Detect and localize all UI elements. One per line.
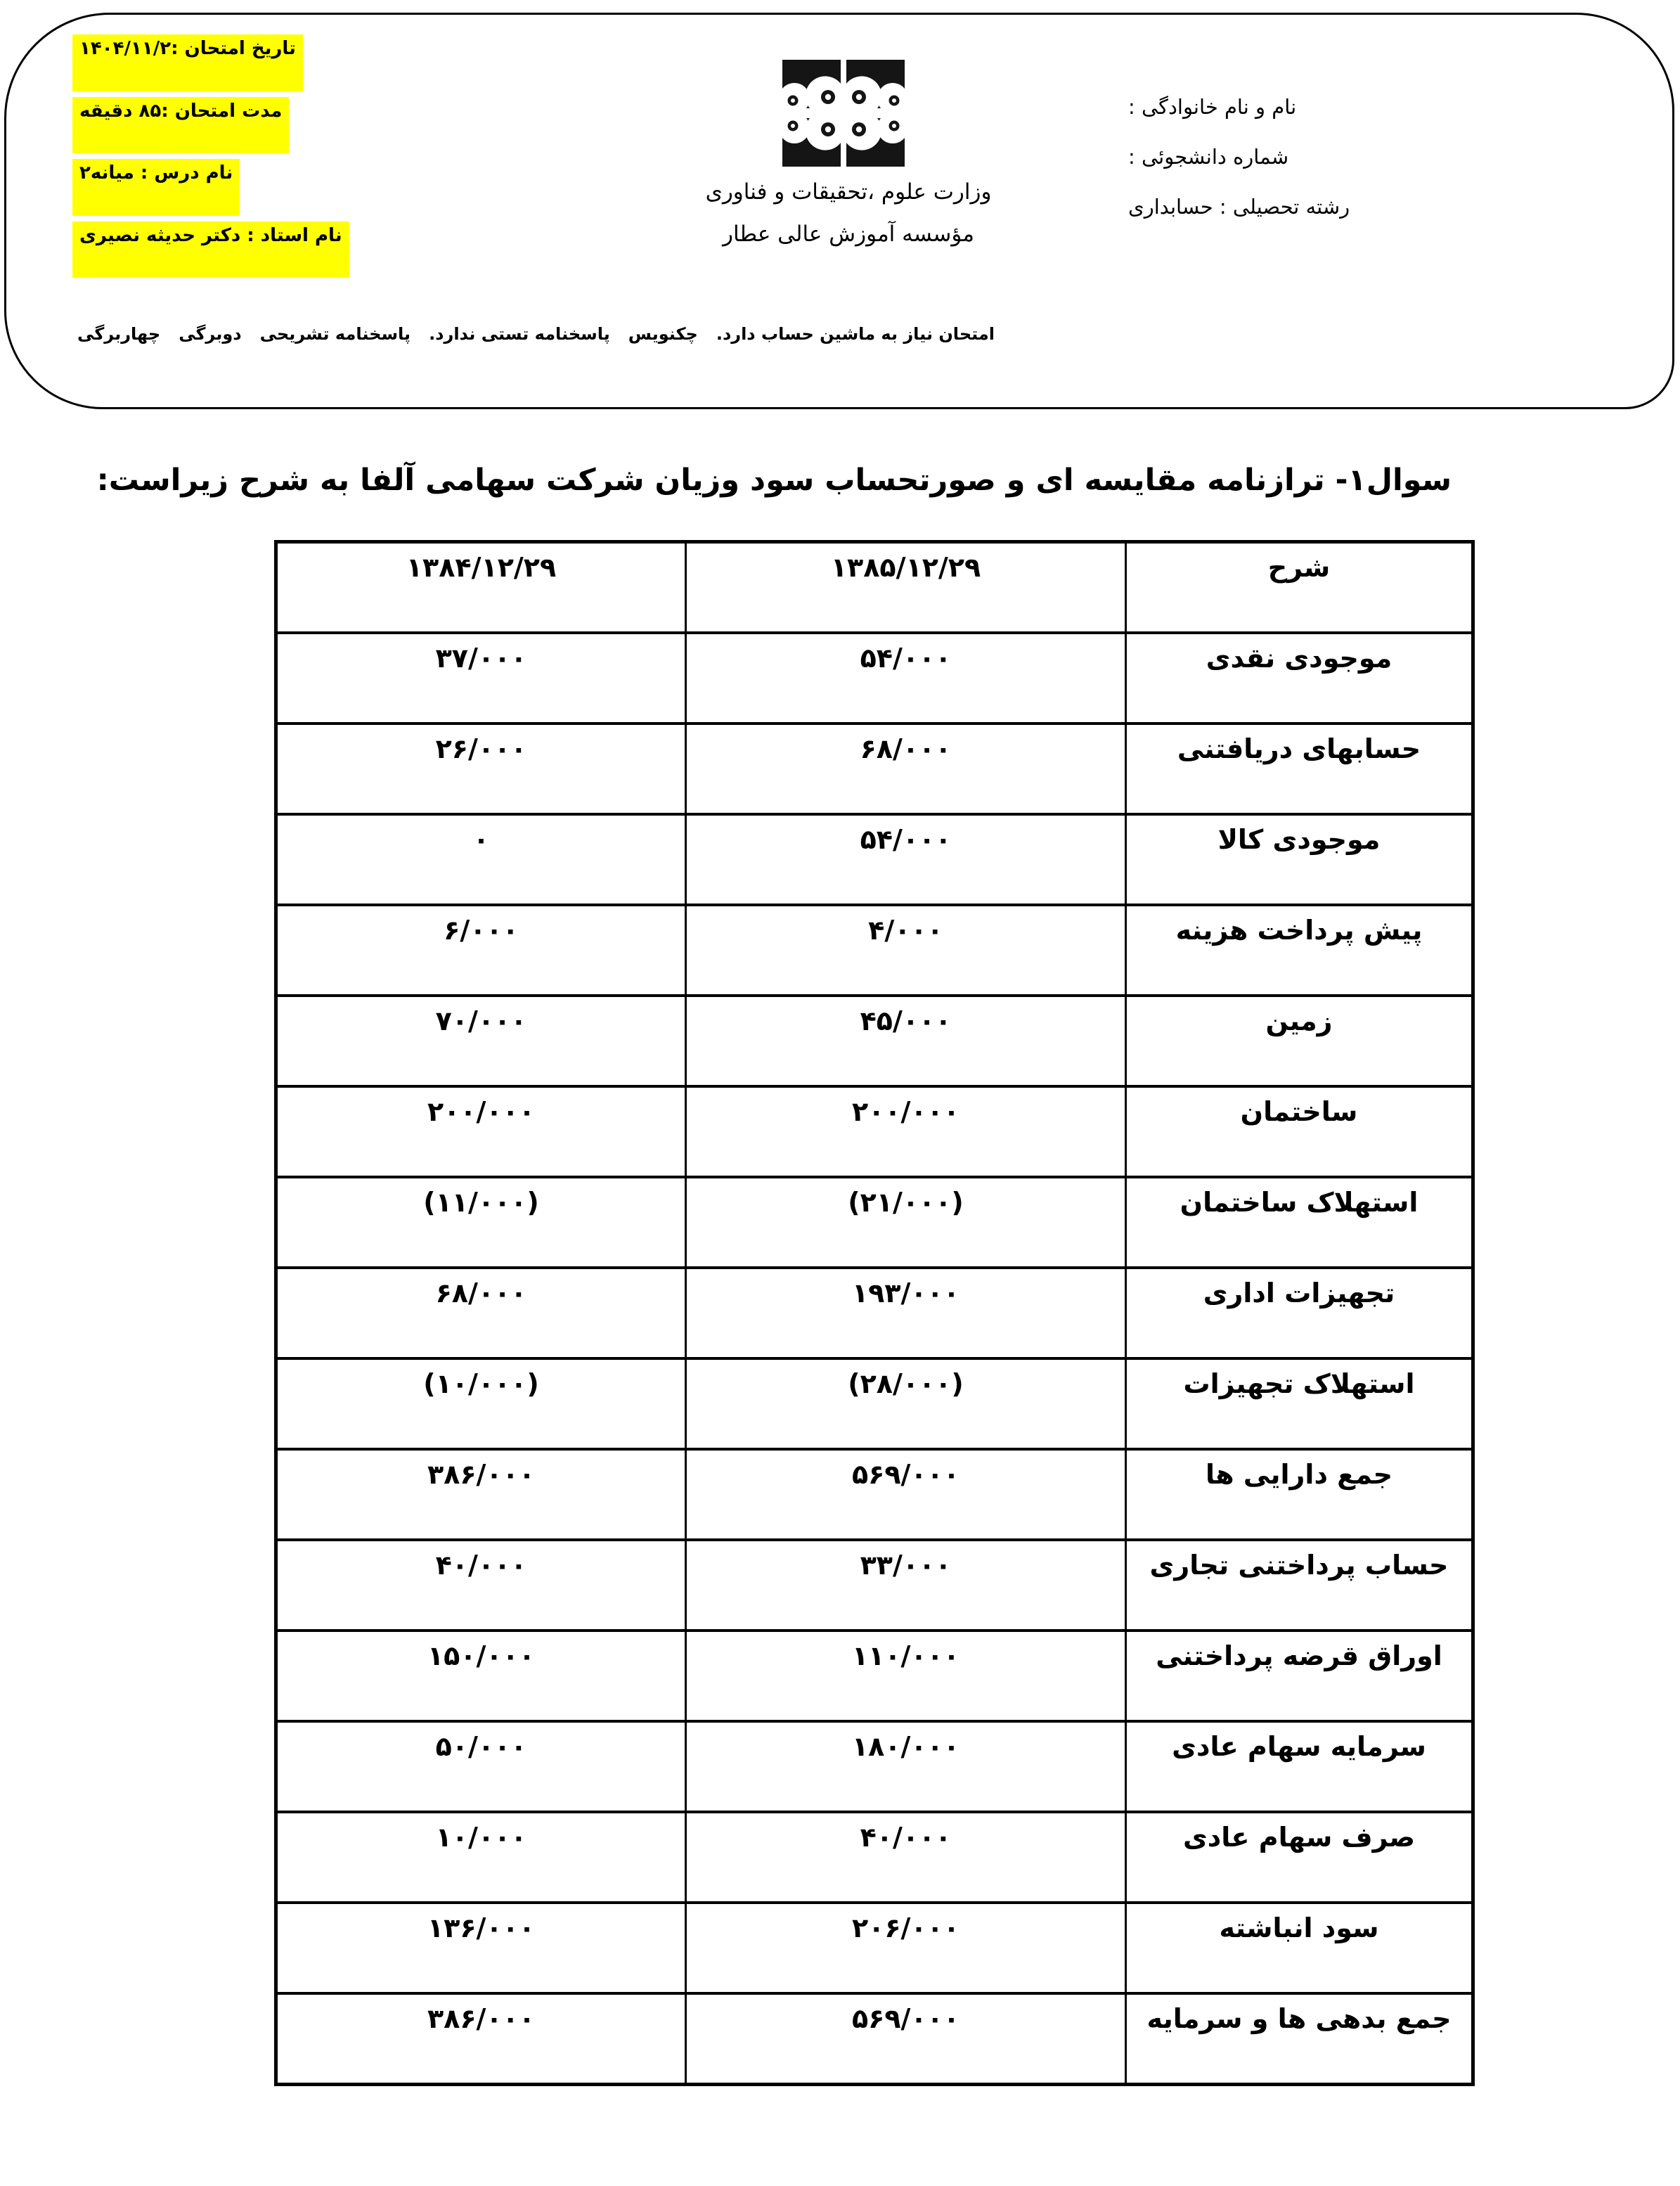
table-row bbox=[276, 1903, 1473, 1993]
row-desc-cell: استهلاک تجهیزات bbox=[1126, 1358, 1473, 1449]
instruction-four-pages: چهاربرگی bbox=[77, 324, 161, 344]
row-desc-cell: صرف سهام عادی bbox=[1126, 1812, 1473, 1903]
table-row bbox=[276, 905, 1473, 996]
row-1385-cell: ۴۰/۰۰۰ bbox=[686, 1812, 1126, 1903]
table-row bbox=[276, 1177, 1473, 1268]
row-1385-cell: ۱۱۰/۰۰۰ bbox=[686, 1631, 1126, 1721]
ministry-title: وزارت علوم ،تحقیقات و فناوری bbox=[705, 179, 992, 205]
row-1384-cell: ۴۰/۰۰۰ bbox=[276, 1540, 686, 1631]
table-row bbox=[276, 1812, 1473, 1903]
row-1384-cell: ۰ bbox=[276, 814, 686, 905]
instruction-no-test-sheet: پاسخنامه تستی ندارد. bbox=[429, 324, 610, 344]
row-1385-cell: ۵۴/۰۰۰ bbox=[686, 814, 1126, 905]
row-1384-cell: ۳۸۶/۰۰۰ bbox=[276, 1449, 686, 1540]
instructor-name-line: نام استاد : دکتر حدیثه نصیری bbox=[72, 221, 349, 278]
course-name-line: نام درس : میانه۲ bbox=[72, 159, 240, 216]
exam-date-line: تاریخ امتحان :۱۴۰۴/۱۱/۲ bbox=[72, 34, 303, 91]
exam-instructions-row bbox=[77, 324, 995, 344]
row-desc-cell: ساختمان bbox=[1126, 1086, 1473, 1177]
row-desc-cell: حساب پرداختنی تجاری bbox=[1126, 1540, 1473, 1631]
table-row bbox=[276, 1631, 1473, 1721]
row-1384-cell: ۱۵۰/۰۰۰ bbox=[276, 1631, 686, 1721]
row-1384-cell: ۳۸۶/۰۰۰ bbox=[276, 1993, 686, 2085]
student-id-label: شماره دانشجوئی : bbox=[1128, 145, 1289, 169]
row-1385-cell: (۲۱/۰۰۰) bbox=[686, 1177, 1126, 1268]
table-row bbox=[276, 996, 1473, 1086]
row-1384-cell: (۱۰/۰۰۰) bbox=[276, 1358, 686, 1449]
institute-title: مؤسسه آموزش عالی عطار bbox=[722, 221, 975, 247]
row-1385-cell: ۳۳/۰۰۰ bbox=[686, 1540, 1126, 1631]
table-row bbox=[276, 1358, 1473, 1449]
row-1384-cell: ۲۰۰/۰۰۰ bbox=[276, 1086, 686, 1177]
row-desc-cell: پیش پرداخت هزینه bbox=[1126, 905, 1473, 996]
table-header-row bbox=[276, 542, 1473, 634]
row-desc-cell: اوراق قرضه پرداختنی bbox=[1126, 1631, 1473, 1721]
row-1384-cell: ۳۷/۰۰۰ bbox=[276, 633, 686, 724]
exam-meta-block bbox=[72, 34, 349, 283]
row-1385-cell: ۱۸۰/۰۰۰ bbox=[686, 1721, 1126, 1812]
row-1385-cell: ۵۴/۰۰۰ bbox=[686, 633, 1126, 724]
row-desc-cell: استهلاک ساختمان bbox=[1126, 1177, 1473, 1268]
instruction-calculator: امتحان نیاز به ماشین حساب دارد. bbox=[716, 324, 995, 344]
row-1385-cell: ۴/۰۰۰ bbox=[686, 905, 1126, 996]
question-title: سوال۱- ترازنامه مقایسه ای و صورتحساب سود وزیان شرکت سهامی آلفا به شرح زیراست: bbox=[96, 463, 1452, 498]
row-1385-cell: ۱۹۳/۰۰۰ bbox=[686, 1268, 1126, 1358]
row-desc-cell: حسابهای دریافتنی bbox=[1126, 724, 1473, 814]
table-row bbox=[276, 814, 1473, 905]
table-row bbox=[276, 1721, 1473, 1812]
row-1384-cell: ۱۰/۰۰۰ bbox=[276, 1812, 686, 1903]
balance-sheet-body bbox=[276, 633, 1473, 2085]
row-desc-cell: موجودی نقدی bbox=[1126, 633, 1473, 724]
student-major-label: رشته تحصیلی : حسابداری bbox=[1128, 195, 1350, 219]
balance-sheet-table bbox=[274, 540, 1475, 2086]
column-header-1385: ۱۳۸۵/۱۲/۲۹ bbox=[686, 542, 1126, 634]
row-desc-cell: سود انباشته bbox=[1126, 1903, 1473, 1993]
row-1385-cell: ۴۵/۰۰۰ bbox=[686, 996, 1126, 1086]
row-desc-cell: جمع بدهی ها و سرمایه bbox=[1126, 1993, 1473, 2085]
row-desc-cell: جمع دارایی ها bbox=[1126, 1449, 1473, 1540]
table-row bbox=[276, 1540, 1473, 1631]
row-1385-cell: ۲۰۶/۰۰۰ bbox=[686, 1903, 1126, 1993]
row-desc-cell: موجودی کالا bbox=[1126, 814, 1473, 905]
row-1385-cell: (۲۸/۰۰۰) bbox=[686, 1358, 1126, 1449]
column-header-desc: شرح bbox=[1126, 542, 1473, 634]
row-desc-cell: زمین bbox=[1126, 996, 1473, 1086]
row-1385-cell: ۲۰۰/۰۰۰ bbox=[686, 1086, 1126, 1177]
row-1384-cell: ۵۰/۰۰۰ bbox=[276, 1721, 686, 1812]
row-1384-cell: (۱۱/۰۰۰) bbox=[276, 1177, 686, 1268]
table-row bbox=[276, 1086, 1473, 1177]
row-1385-cell: ۵۶۹/۰۰۰ bbox=[686, 1993, 1126, 2085]
row-1384-cell: ۲۶/۰۰۰ bbox=[276, 724, 686, 814]
exam-duration-line: مدت امتحان :۸۵ دقیقه bbox=[72, 97, 289, 154]
instruction-two-pages: دوبرگی bbox=[179, 324, 242, 344]
instruction-scratch-paper: چکنویس bbox=[628, 324, 698, 344]
exam-header-box bbox=[4, 13, 1674, 409]
row-1385-cell: ۵۶۹/۰۰۰ bbox=[686, 1449, 1126, 1540]
column-header-1384: ۱۳۸۴/۱۲/۲۹ bbox=[276, 542, 686, 634]
table-row bbox=[276, 1993, 1473, 2085]
table-row bbox=[276, 633, 1473, 724]
student-name-label: نام و نام خانوادگی : bbox=[1128, 95, 1297, 119]
row-1384-cell: ۱۳۶/۰۰۰ bbox=[276, 1903, 686, 1993]
row-1384-cell: ۷۰/۰۰۰ bbox=[276, 996, 686, 1086]
instruction-essay-sheet: پاسخنامه تشریحی bbox=[259, 324, 411, 344]
table-row bbox=[276, 1449, 1473, 1540]
ministry-ornament-logo-icon bbox=[775, 57, 912, 169]
student-fields-block bbox=[1128, 82, 1350, 232]
row-1385-cell: ۶۸/۰۰۰ bbox=[686, 724, 1126, 814]
row-desc-cell: تجهیزات اداری bbox=[1126, 1268, 1473, 1358]
table-row bbox=[276, 724, 1473, 814]
row-1384-cell: ۶۸/۰۰۰ bbox=[276, 1268, 686, 1358]
table-row bbox=[276, 1268, 1473, 1358]
row-desc-cell: سرمایه سهام عادی bbox=[1126, 1721, 1473, 1812]
row-1384-cell: ۶/۰۰۰ bbox=[276, 905, 686, 996]
